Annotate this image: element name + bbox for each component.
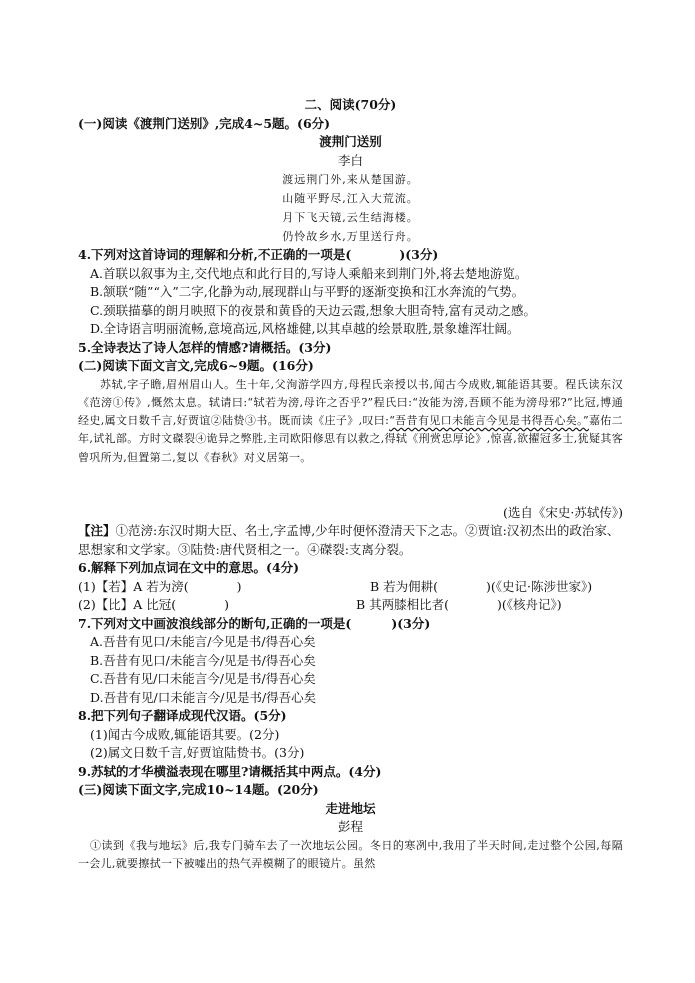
q4-option-b: B.颔联“随”“入”二字,化静为动,展现群山与平野的逐渐变换和江水奔流的气势。: [90, 284, 525, 299]
q7-option-c: C.吾昔有见/口未能言今/见是书/得吾心矣: [90, 671, 316, 686]
poem-line-4: 仍怜故乡水,万里送行舟。: [282, 230, 419, 243]
q7-option-d: D.吾昔有见/口未能言今/见是书/得吾心矣: [90, 689, 317, 705]
q9-stem: 9.苏轼的才华横溢表现在哪里?请概括其中两点。(4分): [78, 763, 382, 779]
section-title: 二、阅读(70分): [304, 97, 397, 112]
poem-line-3: 月下飞天镜,云生结海楼。: [282, 211, 419, 224]
poem-author: 李白: [337, 152, 363, 168]
poem-line-2: 山随平野尽,江入大荒流。: [282, 192, 419, 205]
q8-sentence-1: (1)闻古今成败,辄能语其要。(2分): [90, 726, 280, 742]
q8-stem: 8.把下列句子翻译成现代汉语。(5分): [78, 708, 287, 723]
q4-stem: 4.下列对这首诗词的理解和分析,不正确的一项是( )(3分): [78, 247, 439, 262]
part3-heading: (三)阅读下面文字,完成10~14题。(20分): [78, 782, 319, 797]
essay-author: 彭程: [337, 819, 363, 834]
q7-stem: 7.下列对文中画波浪线部分的断句,正确的一项是( )(3分): [78, 615, 431, 631]
classical-passage: 苏轼,字子瞻,眉州眉山人。生十年,父洵游学四方,母程氏亲授以书,闻古今成败,辄能语其要。程氏读东汉《范滂①传》,慨然太息。轼请曰:“轼若为滂,母许之否乎?”程氏曰:“汝能为滂,吾顾不能为滂母邪?”比冠,博通经史,属文日数千言,好贾谊②陆贽③书。既而读《庄子》,叹曰:“吾昔有见口未能言今见是书得吾心矣。”嘉佑二年,试礼部。方时文磔裂④诡异之弊胜,主司欧阳修思有以救之,得轼《刑赏忠厚论》,惊喜,欲擢冠多士,犹疑其客曾巩所为,但置第二,复以《春秋》对义居第一。: [78, 377, 623, 464]
part1-heading: (一)阅读《渡荆门送别》,完成4~5题。(6分): [78, 115, 331, 131]
poem-line-1: 渡远荆门外,来从楚国游。: [282, 173, 419, 186]
exam-page: [78, 96, 623, 875]
passage-notes: 【注】①范滂:东汉时期大臣、名士,字孟博,少年时便怀澄清天下之志。②贾谊:汉初杰出的政治家、思想家和文学家。③陆贽:唐代贤相之一。④磔裂:支离分裂。: [78, 523, 620, 557]
q6-stem: 6.解释下列加点词在文中的意思。(4分): [78, 560, 300, 575]
q7-option-b: B.吾昔有见口/未能言今/见是书/得吾心矣: [90, 652, 316, 668]
q4-option-d: D.全诗语言明丽流畅,意境高远,风格雄健,以其卓越的绘景取胜,景象雄浑壮阔。: [90, 321, 520, 336]
q5-stem: 5.全诗表达了诗人怎样的情感?请概括。(3分): [78, 339, 332, 355]
q4-option-a: A.首联以叙事为主,交代地点和此行目的,写诗人乘船来到荆门外,将去楚地游览。: [90, 265, 528, 281]
essay-title: 走进地坛: [325, 800, 376, 816]
part2-heading: (二)阅读下面文言文,完成6~9题。(16分): [78, 358, 314, 373]
q4-option-c: C.颈联描摹的朗月映照下的夜景和黄昏的天边云霞,想象大胆奇特,富有灵动之感。: [90, 302, 537, 318]
q8-sentence-2: (2)属文日数千言,好贾谊陆贽书。(3分): [90, 745, 305, 760]
q6-row-2: (2)【比】A 比冠( ) B 其两膝相比者( )(《核舟记》): [78, 597, 562, 612]
poem-title: 渡荆门送别: [319, 134, 382, 149]
essay-paragraph-1: ①读到《我与地坛》后,我专门骑车去了一次地坛公园。冬日的寒冽中,我用了半天时间,走过整个公园,每隔一会儿,就要擦拭一下被嘘出的热气弄模糊了的眼镜片。虽然: [78, 838, 623, 870]
q7-option-a: A.吾昔有见口/未能言/今见是书/得吾心矣: [90, 634, 316, 649]
passage-source: (选自《宋史·苏轼传》): [503, 504, 623, 520]
wavy-underlined-sentence: “吾昔有见口未能言今见是书得吾心矣。”: [389, 414, 589, 428]
q6-row-1: (1)【若】A 若为滂( ) B 若为佣耕( )(《史记·陈涉世家》): [78, 578, 593, 594]
